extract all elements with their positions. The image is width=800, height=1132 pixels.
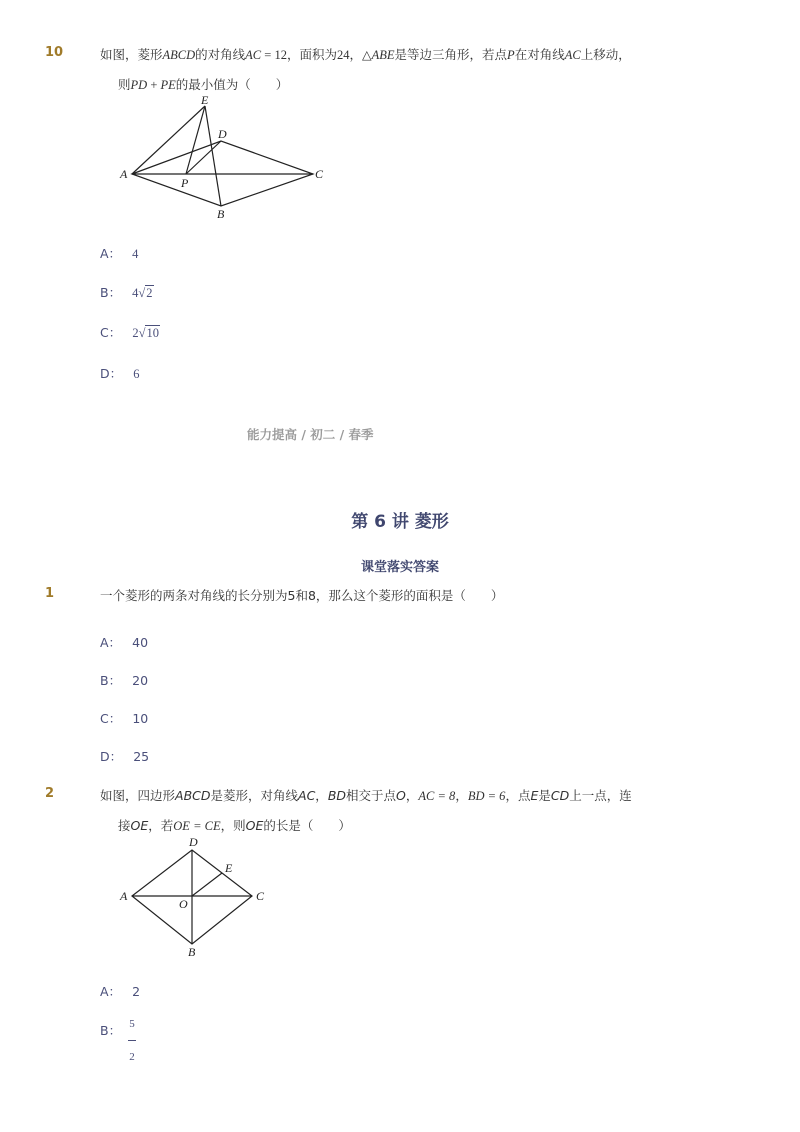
coefficient: 2: [132, 326, 139, 340]
math-segment: OE: [130, 818, 149, 833]
label-o: O: [179, 897, 188, 911]
text-segment: 的长是（ ）: [263, 818, 351, 833]
question-number: 10: [45, 45, 64, 60]
option-label: C：: [100, 325, 122, 340]
text-segment: 上一点，连: [569, 788, 632, 803]
math-segment: AC: [564, 48, 581, 62]
math-segment: AC: [245, 48, 262, 62]
option-c[interactable]: [100, 708, 148, 727]
text-segment: ，若: [148, 818, 174, 833]
math-segment: 24: [336, 48, 350, 62]
math-segment: OE: [245, 818, 264, 833]
coefficient: 4: [132, 286, 139, 300]
math-segment: PE: [160, 78, 176, 92]
math-segment: AC: [298, 788, 316, 803]
option-label: C：: [100, 711, 122, 726]
math-segment: ABCD: [175, 788, 211, 803]
fraction-bar: [128, 1040, 136, 1041]
option-b[interactable]: [100, 670, 148, 689]
text-segment: 是等边三角形，若点: [394, 47, 508, 62]
question-text: 一个菱形的两条对角线的长分别为5和8，那么这个菱形的面积是（ ）: [100, 588, 504, 603]
option-value: 4: [132, 247, 139, 261]
option-value: 25: [133, 749, 150, 764]
math-segment: E: [530, 788, 539, 803]
math-segment: AC = 8: [418, 789, 456, 803]
math-segment: = 12: [261, 48, 287, 62]
radicand: 10: [146, 326, 159, 340]
numerator: 5: [129, 1018, 135, 1030]
math-segment: P: [507, 48, 515, 62]
option-value: 20: [132, 673, 149, 688]
math-segment: CD: [550, 788, 570, 803]
radicand: 2: [146, 286, 153, 300]
option-value: [132, 286, 153, 300]
label-a: A: [120, 889, 128, 903]
denominator: 2: [129, 1051, 135, 1063]
text-segment: 是菱形，对角线: [210, 788, 299, 803]
math-segment: +: [147, 78, 161, 92]
figure-lines: [132, 850, 252, 944]
question-text-line1: [100, 45, 631, 63]
text-segment: 接: [118, 818, 131, 833]
question-number: 1: [45, 586, 55, 601]
segment-oe: [192, 873, 222, 896]
option-label: A：: [100, 635, 122, 650]
segment-ae: [132, 106, 205, 174]
text-segment: 上移动，: [580, 47, 631, 62]
option-label: A：: [100, 984, 122, 999]
lesson-title: 第 6 讲 菱形: [351, 512, 449, 532]
question-text-line1: [100, 786, 632, 804]
math-segment: ABCD: [162, 48, 196, 62]
option-d[interactable]: [100, 746, 149, 765]
math-segment: O: [396, 788, 406, 803]
option-label: B：: [100, 1023, 122, 1038]
label-c: C: [256, 889, 265, 903]
label-b: B: [188, 945, 196, 959]
question-text-line2: [118, 75, 288, 93]
text-segment: ，: [405, 788, 419, 803]
option-a[interactable]: [100, 632, 148, 651]
text-segment: 如图，菱形: [100, 47, 163, 62]
label-e: E: [201, 93, 209, 107]
segment-pe: [186, 106, 205, 174]
segment-be: [205, 106, 221, 206]
label-p: P: [181, 176, 189, 190]
label-d: D: [189, 835, 198, 849]
page-footer: 能力提高 / 初二 / 春季: [247, 427, 374, 442]
label-d: D: [218, 127, 227, 141]
math-segment: OE = CE: [173, 819, 221, 833]
option-value: 10: [132, 711, 149, 726]
text-segment: 如图，四边形: [100, 788, 176, 803]
text-segment: ，: [349, 47, 362, 62]
math-segment: △ABE: [362, 48, 395, 62]
text-segment: ，面积为: [286, 47, 337, 62]
label-a: A: [120, 167, 128, 181]
option-c[interactable]: [100, 322, 160, 341]
option-value: 40: [132, 635, 149, 650]
text-segment: ，: [455, 788, 468, 803]
text-segment: 在对角线: [514, 47, 565, 62]
option-value: 6: [133, 367, 140, 381]
option-value: [132, 326, 160, 340]
question-number: 2: [45, 786, 55, 801]
text-segment: ，点: [505, 788, 531, 803]
section-title: 课堂落实答案: [360, 560, 439, 575]
math-segment: BD: [327, 788, 347, 803]
option-label: D：: [100, 749, 123, 764]
text-segment: ，则: [220, 818, 246, 833]
math-segment: BD = 6: [467, 789, 506, 803]
text-segment: 则: [118, 77, 131, 92]
option-value: 2: [132, 984, 141, 999]
option-b[interactable]: [100, 282, 154, 301]
rhombus-figure-q2: [110, 834, 280, 962]
label-c: C: [315, 167, 324, 181]
option-a[interactable]: [100, 981, 140, 1000]
option-label: B：: [100, 285, 122, 300]
question-text-line2: [118, 816, 351, 834]
option-label: B：: [100, 673, 122, 688]
text-segment: 的最小值为（ ）: [175, 77, 289, 92]
sqrt-symbol: √10: [138, 326, 159, 340]
option-label: A：: [100, 246, 122, 261]
label-e: E: [225, 861, 233, 875]
segment-pd: [186, 141, 221, 174]
option-d[interactable]: [100, 363, 139, 382]
rhombus-figure-q10: [110, 92, 340, 227]
fraction-value: [126, 1018, 138, 1063]
option-b[interactable]: [100, 1020, 121, 1039]
text-segment: 的对角线: [195, 47, 246, 62]
sqrt-symbol: √2: [138, 286, 153, 300]
figure-lines: [132, 106, 313, 206]
option-label: D：: [100, 366, 123, 381]
math-segment: PD: [130, 78, 148, 92]
label-b: B: [217, 207, 225, 221]
text-segment: 相交于点: [346, 788, 397, 803]
text-segment: ，: [315, 788, 328, 803]
text-segment: 是: [538, 788, 551, 803]
option-a[interactable]: [100, 243, 138, 262]
